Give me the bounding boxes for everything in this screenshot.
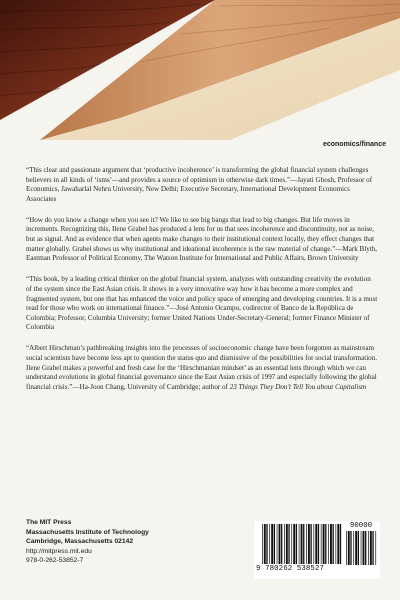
- barcode-bar: [372, 531, 373, 565]
- barcode-bar: [325, 524, 326, 564]
- barcode-bar: [368, 531, 369, 565]
- barcode-bar: [330, 524, 332, 564]
- barcode-bar: [303, 524, 304, 564]
- isbn-barcode: [254, 521, 380, 579]
- barcode-bar: [350, 531, 351, 565]
- barcode-bar: [264, 524, 266, 564]
- barcode-bar: [323, 524, 325, 564]
- endorsement-quote-2: “How do you know a change when you see it? We like to see big bangs that lead to big changes. But life moves in increments. Recognizing this, Ilene Grabel has produced a lens for us that sees incoherence and discontinuity, not as noise, but as signal. And as evidence that when agents make changes to their institutional context locally, they effect changes that matter globally. Grabel shows us why institutional and ideational incoherence is the raw material of change.”—Mark Blyth, Eastman Professor of Political Economy, The Watson Institute for International and Public Affairs, Brown University: [26, 215, 378, 263]
- endorsement-quote-4-text: “Albert Hirschman’s pathbreaking insights into the processes of socioeconomic change have been forgotten as mainstream social scientists have become less apt to question the status quo and dismissive of the possibilities for social transformation. Ilene Grabel makes a powerful and fresh case for the ‘Hirschmanian mindset’ as an essential lens through which we can understand evolutions in global financial governance since the East Asian crisis of 1997 and especially following the global financial crisis.”—Ha-Joon Chang, University of Cambridge; author of: [26, 344, 378, 391]
- barcode-bar: [274, 524, 275, 564]
- barcode-bar: [340, 524, 341, 564]
- barcode-bar: [318, 524, 319, 564]
- cover-artwork: [0, 0, 400, 140]
- barcode-bar: [301, 524, 303, 564]
- publisher-institute: Massachusetts Institute of Technology: [26, 528, 149, 536]
- barcode-bar: [291, 524, 292, 564]
- barcode-bar: [281, 524, 282, 564]
- barcode-bar: [358, 531, 359, 565]
- publisher-name: The MIT Press: [26, 519, 72, 526]
- barcode-bar: [299, 524, 300, 564]
- barcode-bar: [365, 531, 366, 565]
- publisher-url: http://mitpress.mit.edu: [26, 547, 92, 555]
- barcode-bar: [375, 531, 376, 565]
- category-label: economics/finance: [322, 141, 386, 148]
- barcode-bar: [269, 524, 270, 564]
- price-code: 90000: [349, 522, 373, 530]
- barcode-bar: [271, 524, 273, 564]
- endorsement-quote-1: “This clear and passionate argument that ‘productive incoherence’ is transforming the global financial system challenges believers in all kinds of ‘isms’—and provides a source of optimism in otherwise dark times.”—Jayati Ghosh, Professor of Economics, Jawaharlal Nehru University, New Delhi; Executive Secretary, International Development Economics Associates: [26, 166, 373, 203]
- endorsement-quote-3: “This book, by a leading critical thinker on the global financial system, analyzes with outstanding creativity the evolution of the system since the East Asian crisis. It shows in a very innovative way how it has become a more complex and fragmented system, but one that has enhanced the voice and policy space of emerging and developing countries. It is a must read for those who work on international finance.”—José Antonio Ocampo, codirector of Banco de la República de Colombia; Professor, Columbia University; former United Nations Under-Secretary-General; former Finance Minister of Colombia: [26, 275, 378, 332]
- barcode-bar: [293, 524, 295, 564]
- publisher-city: Cambridge, Massachusetts 02142: [26, 538, 134, 546]
- endorsements: [26, 166, 378, 404]
- barcode-bar: [328, 524, 329, 564]
- isbn-text: 978-0-262-53852-7: [26, 557, 84, 565]
- barcode-bar: [277, 524, 278, 564]
- barcode-bar: [348, 531, 350, 565]
- barcode-bar: [306, 524, 307, 564]
- book-title-italic: 23 Things They Don’t Tell You about Capitalism: [229, 382, 367, 391]
- barcode-bar: [321, 524, 322, 564]
- barcode-bar: [361, 531, 362, 565]
- endorsement-quote-4: [26, 344, 378, 392]
- barcode-bar: [284, 524, 285, 564]
- barcode-bar: [363, 531, 365, 565]
- publisher-block: [26, 518, 149, 566]
- barcode-bar: [296, 524, 297, 564]
- barcode-bar: [346, 531, 347, 565]
- barcode-bar: [353, 531, 354, 565]
- barcode-bar: [308, 524, 310, 564]
- barcode-digits: 9 780262 538527: [256, 565, 325, 573]
- barcode-bar: [286, 524, 288, 564]
- barcode-bar: [315, 524, 317, 564]
- barcode-bar: [310, 524, 311, 564]
- barcode-bar: [337, 524, 339, 564]
- barcode-bar: [333, 524, 334, 564]
- barcode-bar: [313, 524, 314, 564]
- barcode-bar: [288, 524, 289, 564]
- barcode-bar: [279, 524, 281, 564]
- barcode-bar: [266, 524, 267, 564]
- barcode-bar: [262, 524, 263, 564]
- barcode-bar: [355, 531, 357, 565]
- barcode-bar: [336, 524, 337, 564]
- barcode-bar: [370, 531, 372, 565]
